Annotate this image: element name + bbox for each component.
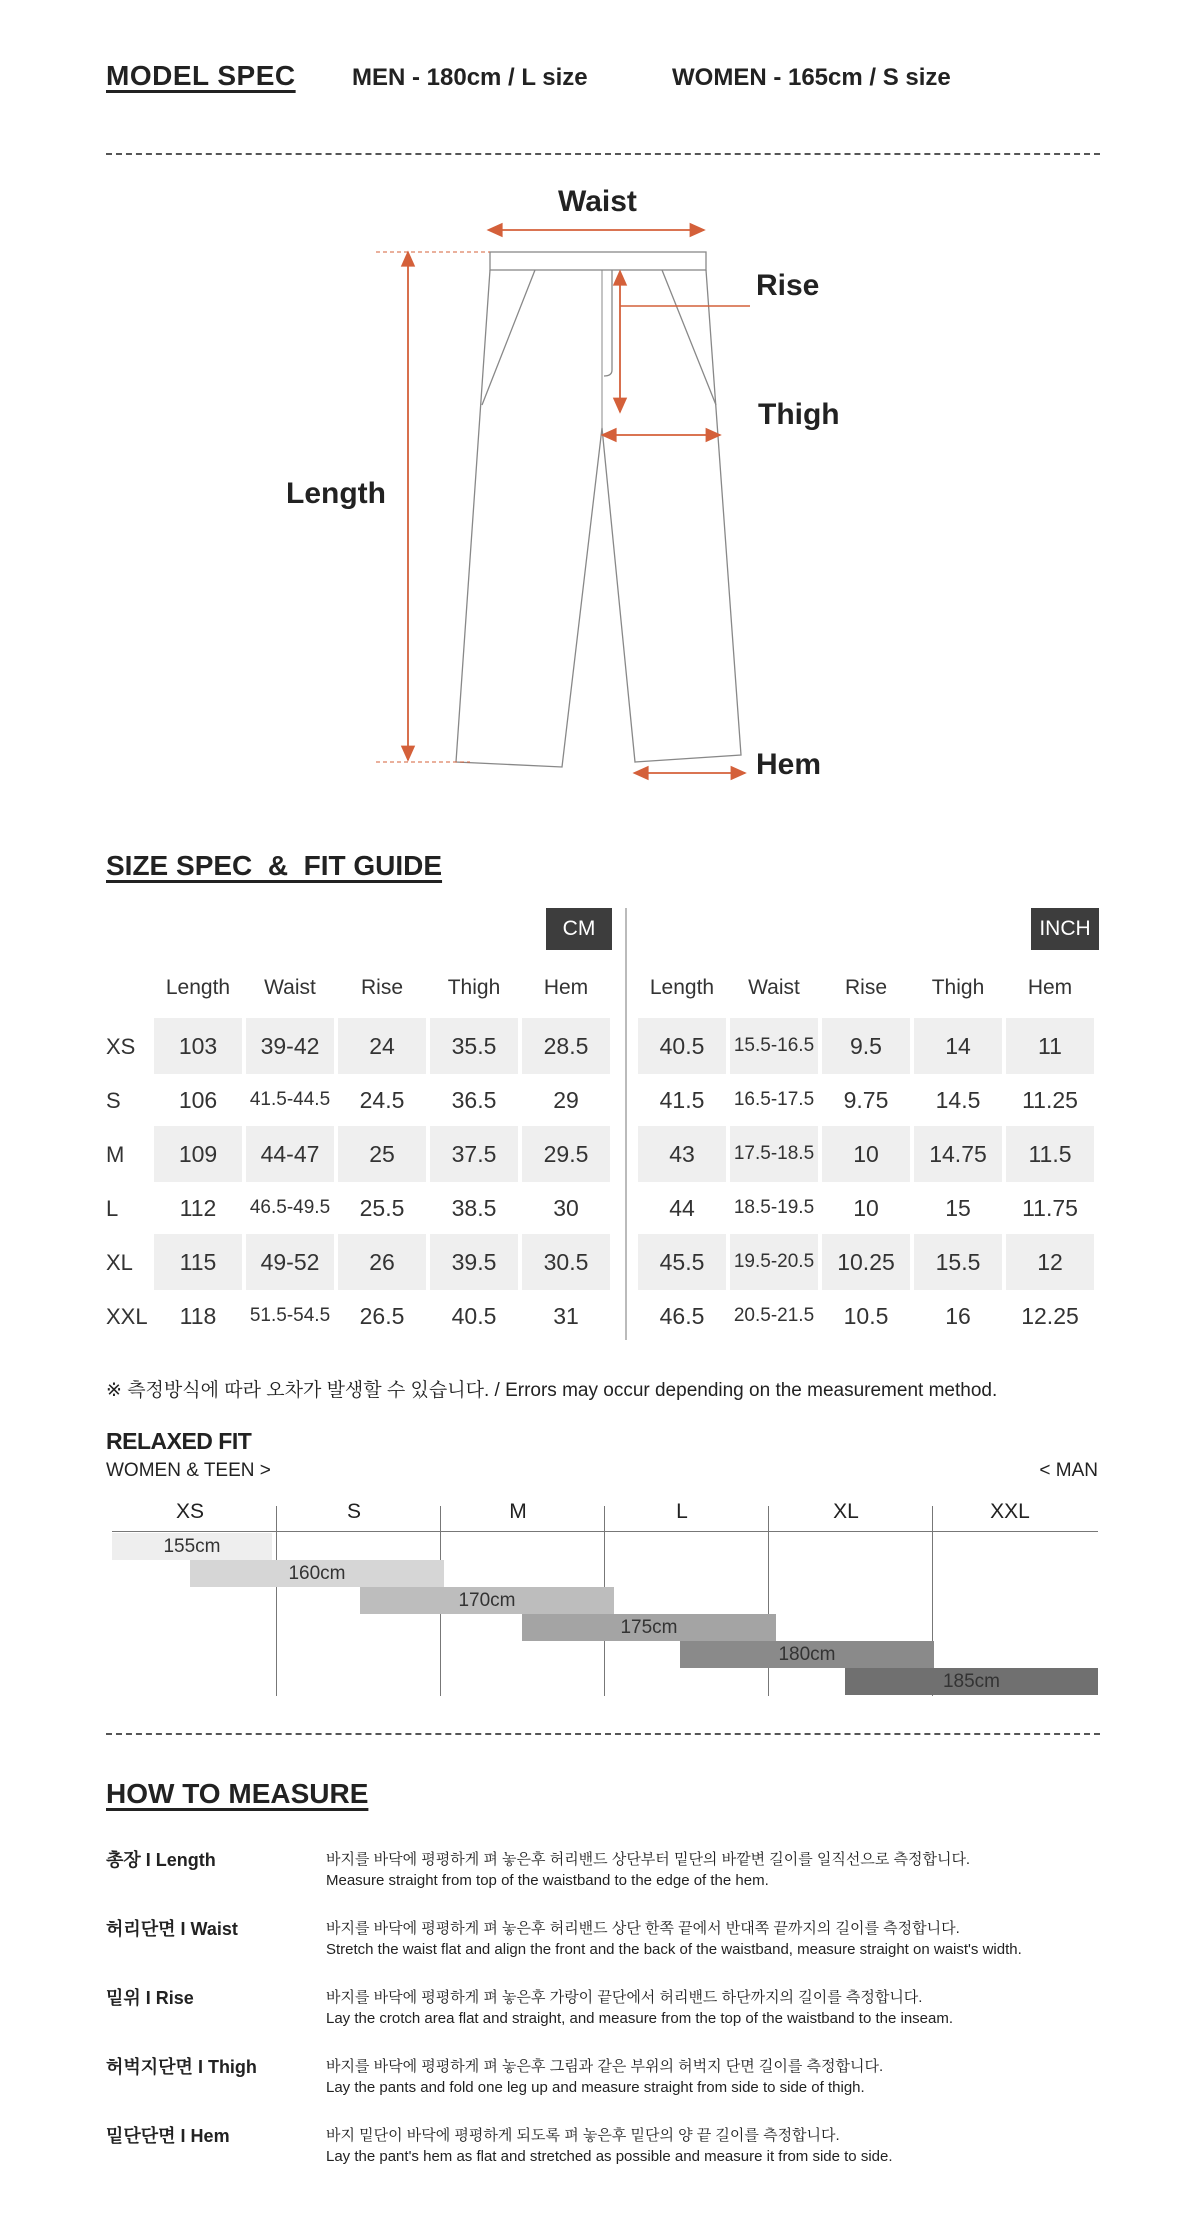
size-cell-cm-l-hem: 30 <box>553 1195 579 1221</box>
measure-term-2: 밑위 I Rise <box>106 1988 194 2008</box>
fit-axis-line <box>112 1531 1098 1532</box>
pants-waistband <box>490 252 706 270</box>
size-cell-cm-xl-thigh: 39.5 <box>430 1234 518 1290</box>
rise-label: Rise <box>756 269 820 302</box>
fit-divider-1 <box>276 1506 277 1696</box>
pants-measurement-diagram <box>0 180 1200 820</box>
size-cell-cm-xs-waist: 39-42 <box>246 1018 334 1074</box>
measure-desc-ko-2: 바지를 바닥에 평평하게 펴 놓은후 가랑이 끝단에서 허리밴드 하단까지의 길이를 측정합니다. <box>326 1989 923 2006</box>
fit-size-xl: XL <box>833 1500 859 1523</box>
size-cell-cm-xl-hem: 30.5 <box>522 1234 610 1290</box>
fit-label-man: < MAN <box>1039 1460 1098 1481</box>
inch-unit-badge: INCH <box>1031 908 1099 950</box>
measure-term-4: 밑단단면 I Hem <box>106 2126 230 2146</box>
waist-label: Waist <box>558 185 637 218</box>
size-cell-inch-m-thigh: 14.75 <box>914 1126 1002 1182</box>
size-cell-cm-m-thigh: 37.5 <box>430 1126 518 1182</box>
measure-desc-en-4: Lay the pant's hem as flat and stretched as possible and measure it from side to side. <box>326 2148 893 2165</box>
fit-size-xs: XS <box>175 1500 204 1523</box>
measure-term-3: 허벅지단면 I Thigh <box>106 2057 257 2077</box>
hem-label: Hem <box>756 748 822 781</box>
size-cell-cm-m-rise: 25 <box>338 1126 426 1182</box>
fit-size-xxl: XXL <box>990 1500 1030 1523</box>
size-cell-inch-m-rise: 10 <box>822 1126 910 1182</box>
size-cell-inch-xxl-rise: 10.5 <box>843 1303 889 1329</box>
fit-bar-1: 160cm <box>190 1560 444 1587</box>
measure-desc-ko-0: 바지를 바닥에 평평하게 펴 놓은후 허리밴드 상단부터 밑단의 바깥변 길이를 일직선으로 측정합니다. <box>326 1851 971 1868</box>
unit-divider <box>625 908 627 1340</box>
inch-col-length: Length <box>649 976 715 999</box>
size-cell-cm-l-thigh: 38.5 <box>451 1195 497 1221</box>
size-cell-inch-l-hem: 11.75 <box>1022 1195 1078 1221</box>
size-cell-inch-m-length: 43 <box>638 1126 726 1182</box>
size-cell-cm-xs-hem: 28.5 <box>522 1018 610 1074</box>
measurement-note: ※ 측정방식에 따라 오차가 발생할 수 있습니다. / Errors may occur depending on the measurement method. <box>106 1380 998 1401</box>
fit-title: RELAXED FIT <box>106 1428 252 1454</box>
size-cell-cm-xxl-rise: 26.5 <box>359 1303 405 1329</box>
measure-desc-en-3: Lay the pants and fold one leg up and measure straight from side to side of thigh. <box>326 2079 865 2096</box>
cm-col-waist: Waist <box>264 976 316 999</box>
size-cell-cm-s-waist: 41.5-44.5 <box>249 1089 331 1110</box>
size-cell-inch-xs-length: 40.5 <box>638 1018 726 1074</box>
size-cell-cm-xs-thigh: 35.5 <box>430 1018 518 1074</box>
size-cell-inch-xl-thigh: 15.5 <box>914 1234 1002 1290</box>
how-to-measure-title: HOW TO MEASURE <box>106 1778 369 1809</box>
size-cell-inch-s-waist: 16.5-17.5 <box>733 1089 815 1110</box>
size-cell-inch-xs-thigh: 14 <box>914 1018 1002 1074</box>
size-cell-cm-xl-length: 115 <box>154 1234 242 1290</box>
cm-col-length: Length <box>165 976 231 999</box>
size-cell-inch-l-rise: 10 <box>853 1195 879 1221</box>
model-spec-title: MODEL SPEC <box>106 60 296 91</box>
size-cell-inch-m-waist: 17.5-18.5 <box>730 1126 818 1182</box>
measure-desc-ko-3: 바지를 바닥에 평평하게 펴 놓은후 그림과 같은 부위의 허벅지 단면 길이를 측정합니다. <box>326 2058 884 2075</box>
size-cell-cm-xs-length: 103 <box>154 1018 242 1074</box>
size-cell-cm-l-waist: 46.5-49.5 <box>249 1197 331 1218</box>
size-cell-inch-xs-hem: 11 <box>1006 1018 1094 1074</box>
size-cell-cm-m-hem: 29.5 <box>522 1126 610 1182</box>
size-cell-cm-xxl-thigh: 40.5 <box>451 1303 497 1329</box>
size-label-m: M <box>106 1142 125 1167</box>
measure-desc-en-1: Stretch the waist flat and align the front and the back of the waistband, measure straight on waist's width. <box>326 1941 1022 1958</box>
size-cell-cm-s-hem: 29 <box>553 1087 579 1113</box>
inch-col-rise: Rise <box>844 976 887 999</box>
section-divider-top <box>106 153 1100 155</box>
size-label-xl: XL <box>106 1250 133 1275</box>
size-cell-inch-s-rise: 9.75 <box>843 1087 889 1113</box>
fit-bar-0: 155cm <box>112 1533 272 1560</box>
size-cell-inch-xxl-thigh: 16 <box>945 1303 971 1329</box>
inch-col-waist: Waist <box>748 976 800 999</box>
size-cell-inch-xl-length: 45.5 <box>638 1234 726 1290</box>
size-cell-cm-m-waist: 44-47 <box>246 1126 334 1182</box>
fit-size-l: L <box>676 1500 688 1523</box>
fit-bar-4: 180cm <box>680 1641 934 1668</box>
cm-unit-badge: CM <box>546 908 612 950</box>
size-cell-inch-s-hem: 11.25 <box>1022 1087 1078 1113</box>
size-cell-inch-l-waist: 18.5-19.5 <box>733 1197 815 1218</box>
size-cell-cm-m-length: 109 <box>154 1126 242 1182</box>
measure-desc-en-2: Lay the crotch area flat and straight, and measure from the top of the waistband to the inseam. <box>326 2010 954 2027</box>
fit-label-women: WOMEN & TEEN > <box>106 1460 271 1481</box>
inch-col-hem: Hem <box>1027 976 1073 999</box>
size-label-xxl: XXL <box>106 1304 148 1329</box>
size-label-s: S <box>106 1088 121 1113</box>
size-cell-inch-s-thigh: 14.5 <box>935 1087 981 1113</box>
size-cell-cm-xl-waist: 49-52 <box>246 1234 334 1290</box>
size-cell-cm-l-rise: 25.5 <box>359 1195 405 1221</box>
size-cell-cm-s-rise: 24.5 <box>359 1087 405 1113</box>
size-cell-inch-xs-rise: 9.5 <box>822 1018 910 1074</box>
size-cell-inch-xl-rise: 10.25 <box>822 1234 910 1290</box>
section-divider-bottom <box>106 1733 1100 1735</box>
model-spec-men: MEN - 180cm / L size <box>352 64 588 91</box>
fit-bar-3: 175cm <box>522 1614 776 1641</box>
size-cell-inch-xs-waist: 15.5-16.5 <box>730 1018 818 1074</box>
size-cell-cm-s-length: 106 <box>178 1087 218 1113</box>
pants-legs <box>456 270 741 767</box>
thigh-label: Thigh <box>758 398 840 431</box>
size-cell-inch-xl-waist: 19.5-20.5 <box>730 1234 818 1290</box>
size-cell-cm-xl-rise: 26 <box>338 1234 426 1290</box>
pants-fly <box>604 270 612 376</box>
size-cell-cm-s-thigh: 36.5 <box>451 1087 497 1113</box>
size-cell-inch-xxl-hem: 12.25 <box>1021 1303 1079 1329</box>
fit-size-s: S <box>346 1500 361 1523</box>
size-cell-inch-xl-hem: 12 <box>1006 1234 1094 1290</box>
size-cell-cm-xs-rise: 24 <box>338 1018 426 1074</box>
size-label-l: L <box>106 1196 119 1221</box>
pants-left-pocket <box>482 270 535 405</box>
measure-desc-ko-4: 바지 밑단이 바닥에 평평하게 되도록 펴 놓은후 밑단의 양 끝 길이를 측정합니다. <box>326 2127 840 2144</box>
measure-desc-ko-1: 바지를 바닥에 평평하게 펴 놓은후 허리밴드 상단 한쪽 끝에서 반대쪽 끝까지의 길이를 측정합니다. <box>326 1920 960 1937</box>
size-cell-cm-xxl-waist: 51.5-54.5 <box>249 1305 331 1326</box>
size-cell-inch-xxl-waist: 20.5-21.5 <box>733 1305 815 1326</box>
length-label: Length <box>286 477 386 510</box>
size-label-xs: XS <box>106 1034 136 1059</box>
fit-bar-2: 170cm <box>360 1587 614 1614</box>
size-cell-cm-xxl-hem: 31 <box>553 1303 579 1329</box>
cm-col-hem: Hem <box>543 976 589 999</box>
cm-col-rise: Rise <box>360 976 403 999</box>
fit-bar-5: 185cm <box>845 1668 1098 1695</box>
size-cell-inch-m-hem: 11.5 <box>1006 1126 1094 1182</box>
measure-term-0: 총장 I Length <box>106 1850 216 1870</box>
size-cell-cm-xxl-length: 118 <box>179 1303 217 1329</box>
pants-outline <box>456 252 741 767</box>
measure-desc-en-0: Measure straight from top of the waistband to the edge of the hem. <box>326 1872 769 1889</box>
size-cell-inch-l-thigh: 15 <box>945 1195 971 1221</box>
size-cell-inch-s-length: 41.5 <box>659 1087 705 1113</box>
measure-term-1: 허리단면 I Waist <box>106 1919 238 1939</box>
size-cell-cm-l-length: 112 <box>179 1195 217 1221</box>
size-cell-inch-l-length: 44 <box>669 1195 695 1221</box>
inch-col-thigh: Thigh <box>931 976 985 999</box>
cm-col-thigh: Thigh <box>447 976 501 999</box>
fit-size-m: M <box>509 1500 527 1523</box>
size-spec-title: SIZE SPEC & FIT GUIDE <box>106 850 443 881</box>
model-spec-women: WOMEN - 165cm / S size <box>672 64 951 91</box>
size-cell-inch-xxl-length: 46.5 <box>659 1303 705 1329</box>
